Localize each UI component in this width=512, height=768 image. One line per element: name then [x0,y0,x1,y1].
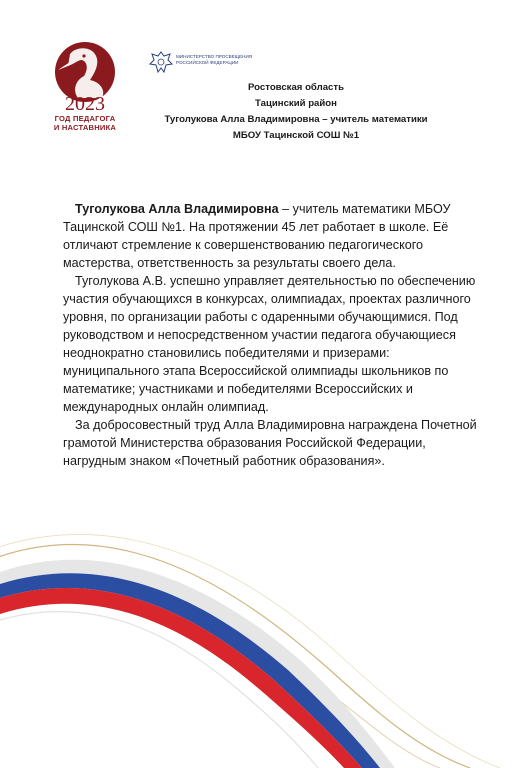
paragraph-2-line-8: международных онлайн олимпиад. [63,400,269,414]
paragraph-1-line-2: Тацинской СОШ №1. На протяжении 45 лет работает в школе. Её [63,220,449,234]
document-body [63,200,477,470]
document-header [150,80,442,144]
paragraph-1-line-1-rest: – учитель математики МБОУ [278,202,451,216]
ministry-name [176,54,286,66]
header-region: Ростовская область [248,82,344,93]
paragraph-2-line-6: муниципального этапа Всероссийской олимпиады школьников по [63,364,449,378]
coat-of-arms-icon [148,50,174,74]
header-person: Туголукова Алла Владимировна – учитель математики [164,114,428,125]
logo-caption-line2: И НАСТАВНИКА [53,123,117,132]
paragraph-2-line-1: Туголукова А.В. успешно управляет деятельностью по обеспечению [75,274,476,288]
ministry-name-line2: РОССИЙСКОЙ ФЕДЕРАЦИИ [176,60,239,65]
paragraph-2-line-5: неоднократно становились победителями и призерами: [63,346,390,360]
header-school: МБОУ Тацинской СОШ №1 [232,130,360,141]
logo-caption-line1: ГОД ПЕДАГОГА [54,114,116,123]
ministry-name-line1: МИНИСТЕРСТВО ПРОСВЕЩЕНИЯ [176,54,253,59]
logo-year: 2023 [65,93,105,115]
ministry-logo [148,50,288,76]
pelican-emblem-icon [40,36,136,116]
paragraph-1-line-4: мастерства, ответственность за результаты своего дела. [63,256,396,270]
paragraph-3-line-1: За добросовестный труд Алла Владимировна награждена Почетной [75,418,477,432]
paragraph-1-line-3: отличают стремление к совершенствованию педагогического [63,238,424,252]
logo-caption [40,114,130,132]
paragraph-2-line-7: математике; участниками и победителями Всероссийских и [63,382,413,396]
tricolor-ribbon-icon [0,520,512,768]
header-district: Тацинский район [255,98,337,109]
paragraph-2-line-3: уровня, по организации работы с одаренными обучающимися. Под [63,310,458,324]
paragraph-1-line-1 [63,200,455,218]
paragraph-2-line-2: участия обучающихся в конкурсах, олимпиадах, проектах различного [63,292,471,306]
paragraph-3-line-3: нагрудным знаком «Почетный работник образования». [63,454,385,468]
paragraph-3-line-2: грамотой Министерства образования Российской Федерации, [63,436,426,450]
paragraph-2-line-4: руководством и непосредственном участии педагога обучающиеся [63,328,456,342]
year-of-teacher-logo [40,36,136,146]
teacher-name: Туголукова Алла Владимировна [75,202,279,216]
